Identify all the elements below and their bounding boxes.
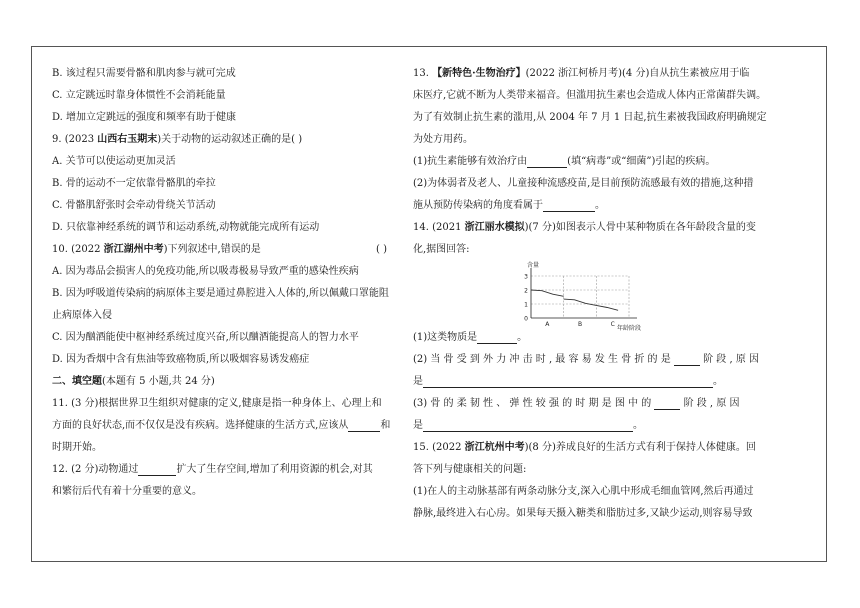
q10-option-d: D. 因为香烟中含有焦油等致癌物质,所以吸烟容易诱发癌症 — [52, 354, 310, 365]
chart-svg — [519, 260, 649, 332]
left-column — [52, 68, 397, 508]
q13-sub2-line1: (2)为体弱者及老人、儿童接种流感疫苗,是目前预防流感最有效的措施,这种措 — [413, 178, 754, 189]
q14-sub3-line1 — [413, 398, 783, 420]
q13-stem — [413, 68, 783, 90]
q14-sub3-end: 。 — [633, 420, 643, 431]
q14-sub3-blank-stage[interactable] — [654, 399, 680, 410]
q14-sub2-blank-reason[interactable] — [423, 377, 713, 388]
q13-line2: 床医疗,它就不断为人类带来福音。但滥用抗生素也会造成人体内正常菌群失调。 — [413, 90, 767, 101]
q15-line2: 答下列与健康相关的问题: — [413, 464, 527, 475]
q12-line2: 和繁衍后代有着十分重要的意义。 — [52, 486, 202, 497]
q10-option-b: B. 因为呼吸道传染病的病原体主要是通过鼻腔进入人体的,所以佩戴口罩能阻 — [52, 288, 389, 299]
chart-series-line-B — [564, 299, 597, 305]
q14-sub2-text: (2) 当 骨 受 到 外 力 冲 击 时 , 最 容 易 发 生 骨 折 的 是 — [413, 354, 671, 365]
q12-blank[interactable] — [138, 465, 176, 476]
q11-blank[interactable] — [348, 421, 380, 432]
q14-number: 14. (2021 — [413, 222, 462, 233]
q9-stem — [52, 134, 397, 156]
q14-sub2-is: 是 — [413, 376, 423, 387]
q9-number: 9. (2023 — [52, 134, 95, 145]
section-note: (本题有 5 小题,共 24 分) — [102, 376, 215, 387]
chart-y-tick-label: 2 — [524, 287, 528, 295]
q14-sub1-end: 。 — [517, 332, 528, 343]
q9-text: )关于动物的运动叙述正确的是( ) — [157, 134, 303, 145]
q9-option-a: A. 关节可以使运动更加灵活 — [52, 156, 176, 167]
q10-stem — [52, 244, 397, 266]
chart-y-axis-label: 含量 — [527, 262, 540, 269]
q10-option-a: A. 因为毒品会损害人的免疫功能,所以吸毒极易导致严重的感染性疾病 — [52, 266, 359, 277]
q14-sub3-text: (3) 骨 的 柔 韧 性 、 弹 性 较 强 的 时 期 是 图 中 的 — [413, 398, 652, 409]
q9-option-d: D. 只依靠神经系统的调节和运动系统,动物就能完成所有运动 — [52, 222, 320, 233]
q14-sub3-blank-reason[interactable] — [423, 421, 633, 432]
q15-line4: 静脉,最终进入右心房。如果每天摄入糖类和脂肪过多,又缺少运动,则容易导致 — [413, 508, 753, 519]
q13-line4: 为处方用药。 — [413, 134, 473, 145]
q13-sub2-end: 。 — [595, 200, 605, 211]
q15-text: )(8 分)养成良好的生活方式有利于保持人体健康。回 — [524, 442, 756, 453]
q14-sub3-reason-text: 原 因 — [716, 398, 740, 409]
q8-option-d: D. 增加立定跳远的强度和频率有助于健康 — [52, 112, 237, 123]
q14-line2: 化,据图回答: — [413, 244, 470, 255]
q11-line3: 时期开始。 — [52, 442, 102, 453]
q14-sub1-text: (1)这类物质是 — [413, 332, 478, 343]
q14-stem — [413, 222, 783, 244]
q11-text: 方面的良好状态,而不仅仅是没有疾病。选择健康的生活方式,应该从 — [52, 420, 349, 431]
q14-sub2-line2 — [413, 376, 783, 398]
q10-option-b-cont: 止病原体入侵 — [52, 310, 112, 321]
chart-series-line-A — [531, 290, 564, 296]
q15-line3: (1)在人的主动脉基部有两条动脉分支,深入心肌中形成毛细血管网,然后再通过 — [413, 486, 754, 497]
q14-sub1 — [413, 332, 783, 354]
q13-text: (2022 浙江柯桥月考)(4 分)自从抗生素被应用于临 — [525, 68, 750, 79]
q14-sub3-stage-text: 阶 段 , — [683, 398, 714, 409]
chart-y-tick-label: 1 — [524, 301, 528, 309]
q10-option-c: C. 因为酗酒能使中枢神经系统过度兴奋,所以酗酒能提高人的智力水平 — [52, 332, 359, 343]
q13-tag: 【新特色·生物治疗】 — [432, 68, 526, 79]
q13-sub1-blank[interactable] — [527, 157, 567, 168]
q12-text-b: 扩大了生存空间,增加了利用资源的机会,对其 — [176, 464, 373, 475]
q14-sub1-blank[interactable] — [477, 333, 517, 344]
q13-sub1-tail: (填“病毒”或“细菌”)引起的疾病。 — [567, 156, 716, 167]
chart-x-tick-label: B — [577, 321, 583, 328]
q11-line2 — [52, 420, 397, 442]
chart-series-line-C — [596, 305, 618, 310]
q13-sub1 — [413, 156, 783, 178]
q15-stem — [413, 442, 783, 464]
right-column — [413, 68, 783, 530]
q8-option-c: C. 立定跳远时靠身体惯性不会消耗能量 — [52, 90, 226, 101]
q15-number: 15. (2022 — [413, 442, 462, 453]
q14-sub2-line1 — [413, 354, 783, 376]
q11-text-and: 和 — [380, 420, 391, 431]
chart-y-tick-label: 3 — [524, 273, 528, 281]
bone-content-chart — [519, 260, 649, 332]
q14-sub3-line2 — [413, 420, 783, 442]
q9-option-c: C. 骨骼肌舒张时会牵动骨绕关节活动 — [52, 200, 216, 211]
q12-line1 — [52, 464, 397, 486]
q15-source: 浙江杭州中考 — [464, 442, 525, 453]
q13-number: 13. — [413, 68, 429, 79]
q13-sub2-blank[interactable] — [543, 201, 595, 212]
q11-line1: 11. (3 分)根据世界卫生组织对健康的定义,健康是指一种身体上、心理上和 — [52, 398, 382, 409]
q13-sub2-text: 施从预防传染病的角度看属于 — [413, 200, 543, 211]
q14-source: 浙江丽水模拟 — [464, 222, 525, 233]
q14-sub3-is: 是 — [413, 420, 423, 431]
q13-sub1-text: (1)抗生素能够有效治疗由 — [413, 156, 528, 167]
q14-sub2-end: 。 — [713, 376, 723, 387]
section-heading — [52, 376, 397, 398]
chart-x-tick-label: C — [610, 321, 615, 328]
chart-x-tick-label: A — [545, 321, 550, 328]
section-title: 二、填空题 — [52, 376, 102, 387]
q9-option-b: B. 骨的运动不一定依靠骨骼肌的牵拉 — [52, 178, 216, 189]
q14-text: )(7 分)如图表示人骨中某种物质在各年龄段含量的变 — [524, 222, 756, 233]
q13-sub2-line2 — [413, 200, 783, 222]
q14-sub2-stage-text: 阶 段 , 原 因 — [703, 354, 760, 365]
q10-source: 浙江湖州中考 — [103, 244, 164, 255]
q12-text-a: 12. (2 分)动物通过 — [52, 464, 139, 475]
q13-line3: 为了有效制止抗生素的滥用,从 2004 年 7 月 1 日起,抗生素被我国政府明确规定 — [413, 112, 767, 123]
chart-x-axis-label: 年龄阶段 — [617, 325, 642, 332]
chart-y-tick-label: 0 — [524, 315, 528, 323]
q10-text: )下列叙述中,错误的是 — [163, 244, 261, 255]
q8-option-b: B. 该过程只需要骨骼和肌肉参与就可完成 — [52, 68, 236, 79]
q10-number: 10. (2022 — [52, 244, 101, 255]
q9-source: 山西右玉期末 — [97, 134, 158, 145]
q10-answer-paren: ( ) — [376, 244, 387, 255]
q14-sub2-blank-stage[interactable] — [674, 355, 700, 366]
